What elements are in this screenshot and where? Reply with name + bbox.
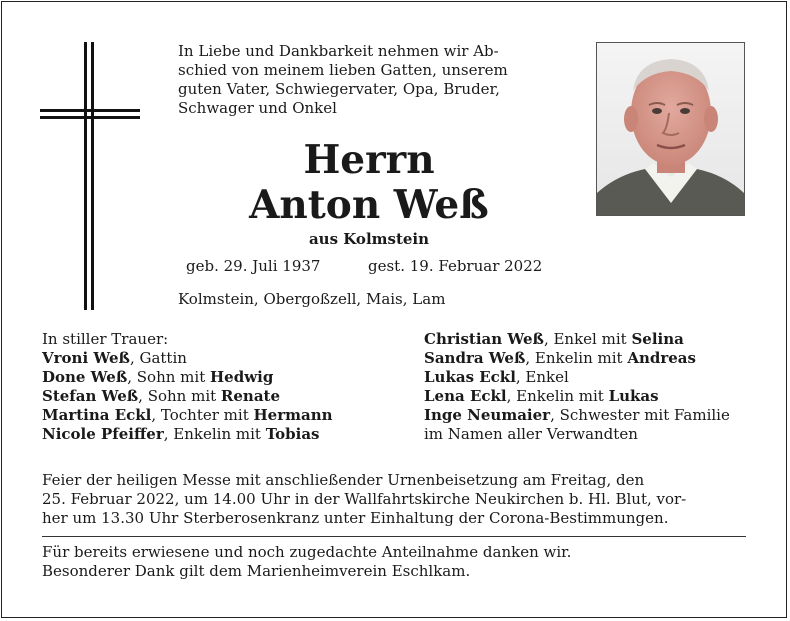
mourner-relation: , Sohn mit bbox=[127, 368, 210, 386]
intro-line: In Liebe und Dankbarkeit nehmen wir Ab- bbox=[178, 42, 499, 60]
mourner-relation: , Tochter mit bbox=[151, 406, 254, 424]
list-item bbox=[424, 387, 730, 406]
mourner-name: Lukas Eckl bbox=[424, 368, 516, 386]
list-item bbox=[42, 368, 333, 387]
deceased-name: Anton Weß bbox=[249, 182, 489, 228]
list-item bbox=[42, 349, 333, 368]
mourner-name: Vroni Weß bbox=[42, 349, 130, 367]
mourner-partner: Renate bbox=[220, 387, 281, 405]
christian-cross-icon bbox=[40, 42, 140, 310]
list-item bbox=[424, 330, 730, 349]
mourner-partner: Tobias bbox=[265, 425, 320, 443]
portrait-photo bbox=[596, 42, 745, 216]
intro-line: Schwager und Onkel bbox=[178, 99, 337, 117]
mourner-partner: Selina bbox=[631, 330, 684, 348]
mourner-partner: Hedwig bbox=[210, 368, 274, 386]
mourners-left bbox=[42, 330, 333, 444]
mourner-name: Martina Eckl bbox=[42, 406, 152, 424]
list-item bbox=[424, 406, 730, 425]
mourner-partner: Andreas bbox=[627, 349, 696, 367]
places: Kolmstein, Obergoßzell, Mais, Lam bbox=[178, 290, 446, 308]
relatives-note: im Namen aller Verwandten bbox=[424, 425, 638, 443]
mourner-relation: , Enkel mit bbox=[543, 330, 632, 348]
intro-line: guten Vater, Schwiegervater, Opa, Bruder, bbox=[178, 80, 500, 98]
mourner-partner: Hermann bbox=[253, 406, 333, 424]
mourner-relation: , Schwester mit Familie bbox=[550, 406, 730, 424]
list-item bbox=[42, 387, 333, 406]
list-item bbox=[424, 368, 730, 387]
mourner-partner: Lukas bbox=[608, 387, 659, 405]
mourner-relation: , Sohn mit bbox=[138, 387, 221, 405]
mourner-name: Christian Weß bbox=[424, 330, 544, 348]
service-line: Feier der heiligen Messe mit anschließender Urnenbeisetzung am Freitag, den bbox=[42, 471, 645, 489]
list-item bbox=[42, 406, 333, 425]
mourner-relation: , Enkelin mit bbox=[163, 425, 266, 443]
portrait-image bbox=[597, 43, 744, 215]
list-item bbox=[42, 425, 333, 444]
mourner-name: Done Weß bbox=[42, 368, 128, 386]
list-item bbox=[424, 349, 730, 368]
honorific: Herrn bbox=[303, 137, 435, 183]
mourner-name: Lena Eckl bbox=[424, 387, 507, 405]
service-info bbox=[42, 471, 746, 528]
service-line: her um 13.30 Uhr Sterberosenkranz unter Einhaltung der Corona-Bestimmungen. bbox=[42, 509, 669, 527]
intro-text bbox=[178, 42, 560, 118]
death-date: gest. 19. Februar 2022 bbox=[368, 257, 543, 275]
mourner-relation: , Enkelin mit bbox=[525, 349, 628, 367]
mourner-name: Nicole Pfeiffer bbox=[42, 425, 164, 443]
service-line: 25. Februar 2022, um 14.00 Uhr in der Wallfahrtskirche Neukirchen b. Hl. Blut, vor- bbox=[42, 490, 687, 508]
deceased-name-block bbox=[178, 138, 560, 228]
thanks-text bbox=[42, 543, 746, 581]
mourners-right bbox=[424, 330, 730, 444]
mourner-name: Inge Neumaier bbox=[424, 406, 551, 424]
divider bbox=[42, 536, 746, 537]
mourner-relation: , Enkel bbox=[515, 368, 569, 386]
mourner-relation: , Enkelin mit bbox=[506, 387, 609, 405]
mourner-relation: , Gattin bbox=[129, 349, 187, 367]
mourner-name: Sandra Weß bbox=[424, 349, 526, 367]
mourner-name: Stefan Weß bbox=[42, 387, 139, 405]
mourners-heading: In stiller Trauer: bbox=[42, 330, 169, 348]
origin: aus Kolmstein bbox=[308, 230, 430, 248]
thanks-line: Für bereits erwiesene und noch zugedachte Anteilnahme danken wir. bbox=[42, 543, 572, 561]
thanks-line: Besonderer Dank gilt dem Marienheimverein Eschlkam. bbox=[42, 562, 471, 580]
intro-line: schied von meinem lieben Gatten, unserem bbox=[178, 61, 508, 79]
birth-date: geb. 29. Juli 1937 bbox=[186, 257, 321, 275]
